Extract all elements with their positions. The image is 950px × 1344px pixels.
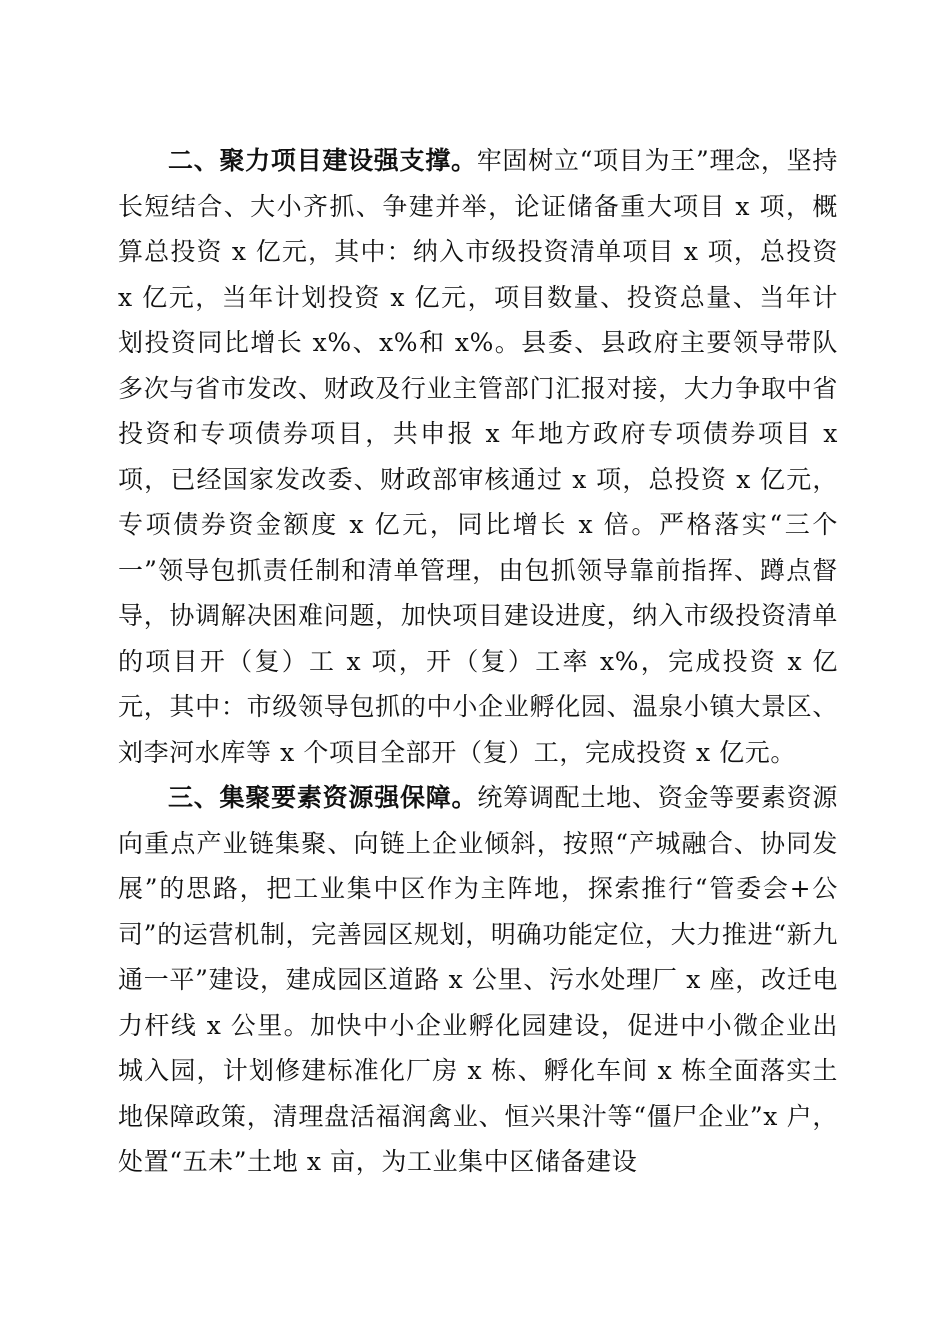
paragraph-text: 统筹调配土地、资金等要素资源向重点产业链集聚、向链上企业倾斜，按照“产城融合、协同发展”的思路，把工业集中区作为主阵地，探索推行“管委会+公司”的运营机制，完善园区规划，明确功能定位，大力推进“新九通一平”建设，建成园区道路 x 公里、污水处理厂 x 座，改迁电力杆线 x 公里。加快中小企业孵化园建设，促进中小微企业出城入园，计划修建标准化厂房 x 栋、孵化车间 x 栋全面落实土地保障政策，清理盘活福润禽业、恒兴果汁等“僵尸企业”x 户，处置“五未”土地 x 亩，为工业集中区储备建设 (118, 783, 838, 1176)
paragraph-resource-guarantee (118, 775, 838, 1185)
section-heading-two: 二、聚力项目建设强支撑。 (168, 146, 477, 175)
document-body (118, 138, 838, 1185)
paragraph-text: 牢固树立“项目为王”理念，坚持长短结合、大小齐抓、争建并举，论证储备重大项目 x 项，概算总投资 x 亿元，其中：纳入市级投资清单项目 x 项，总投资 x 亿元，当年计划投资 x 亿元，项目数量、投资总量、当年计划投资同比增长 x%、x%和 x%。县委、县政府主要领导带队多次与省市发改、财政及行业主管部门汇报对接，大力争取中省投资和专项债券项目，共申报 x 年地方政府专项债券项目 x 项，已经国家发改委、财政部审核通过 x 项，总投资 x 亿元，专项债券资金额度 x 亿元，同比增长 x 倍。严格落实“三个一”领导包抓责任制和清单管理，由包抓领导靠前指挥、蹲点督导，协调解决困难问题，加快项目建设进度，纳入市级投资清单的项目开（复）工 x 项，开（复）工率 x%，完成投资 x 亿元，其中：市级领导包抓的中小企业孵化园、温泉小镇大景区、刘李河水库等 x 个项目全部开（复）工，完成投资 x 亿元。 (118, 146, 838, 767)
section-heading-three: 三、集聚要素资源强保障。 (168, 783, 478, 812)
paragraph-project-construction (118, 138, 838, 775)
